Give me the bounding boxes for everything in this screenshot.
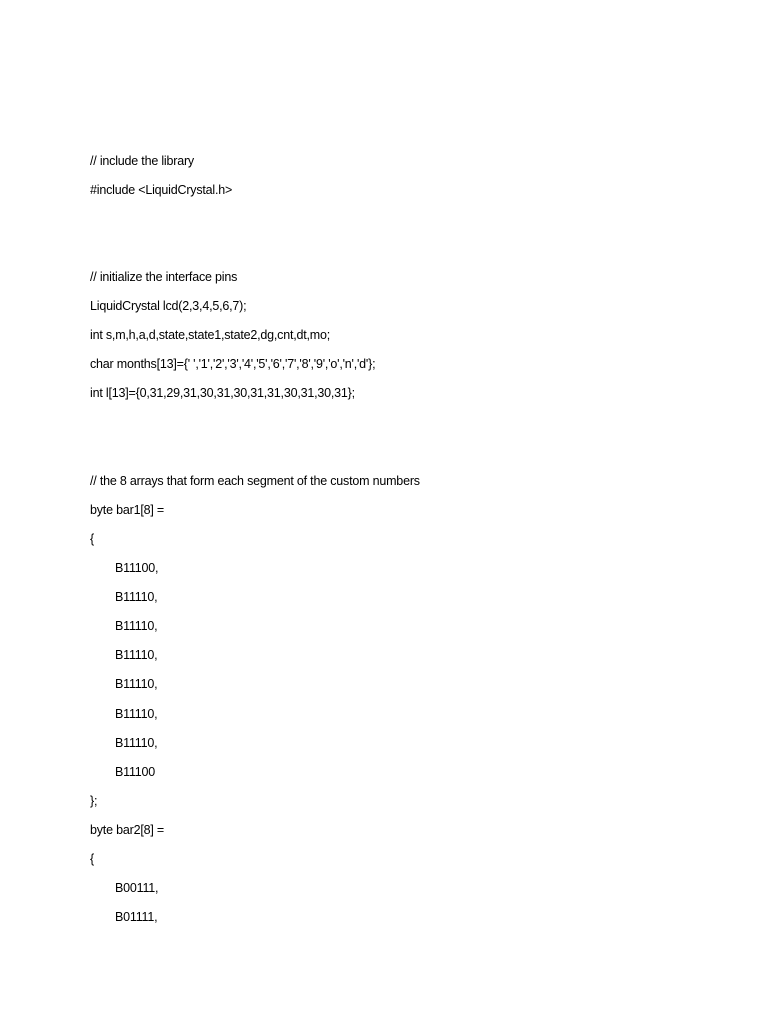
code-line-2: #include <LiquidCrystal.h> xyxy=(90,183,233,197)
code-line-1: // include the library xyxy=(90,154,194,168)
code-line-9: byte bar1[8] = xyxy=(90,503,164,517)
code-line-4: LiquidCrystal lcd(2,3,4,5,6,7); xyxy=(90,299,247,313)
code-line-5: int s,m,h,a,d,state,state1,state2,dg,cnt,dt,mo; xyxy=(90,328,331,342)
code-line-11: B11100, xyxy=(115,561,159,575)
code-line-12: B11110, xyxy=(115,590,158,604)
code-line-6: char months[13]={' ','1','2','3','4','5','6','7','8','9','o','n','d'}; xyxy=(90,357,376,371)
code-line-20: byte bar2[8] = xyxy=(90,823,164,837)
code-line-16: B11110, xyxy=(115,707,158,721)
code-line-17: B11110, xyxy=(115,736,158,750)
code-line-3: // initialize the interface pins xyxy=(90,270,238,284)
code-line-19: }; xyxy=(90,794,98,808)
code-line-10: { xyxy=(90,532,94,546)
code-line-7: int l[13]={0,31,29,31,30,31,30,31,31,30,31,30,31}; xyxy=(90,386,355,400)
code-line-15: B11110, xyxy=(115,677,158,691)
code-line-23: B01111, xyxy=(115,910,158,924)
code-line-21: { xyxy=(90,852,94,866)
code-line-8: // the 8 arrays that form each segment of the custom numbers xyxy=(90,474,420,488)
code-line-22: B00111, xyxy=(115,881,159,895)
code-line-13: B11110, xyxy=(115,619,158,633)
code-line-14: B11110, xyxy=(115,648,158,662)
code-line-18: B11100 xyxy=(115,765,156,779)
